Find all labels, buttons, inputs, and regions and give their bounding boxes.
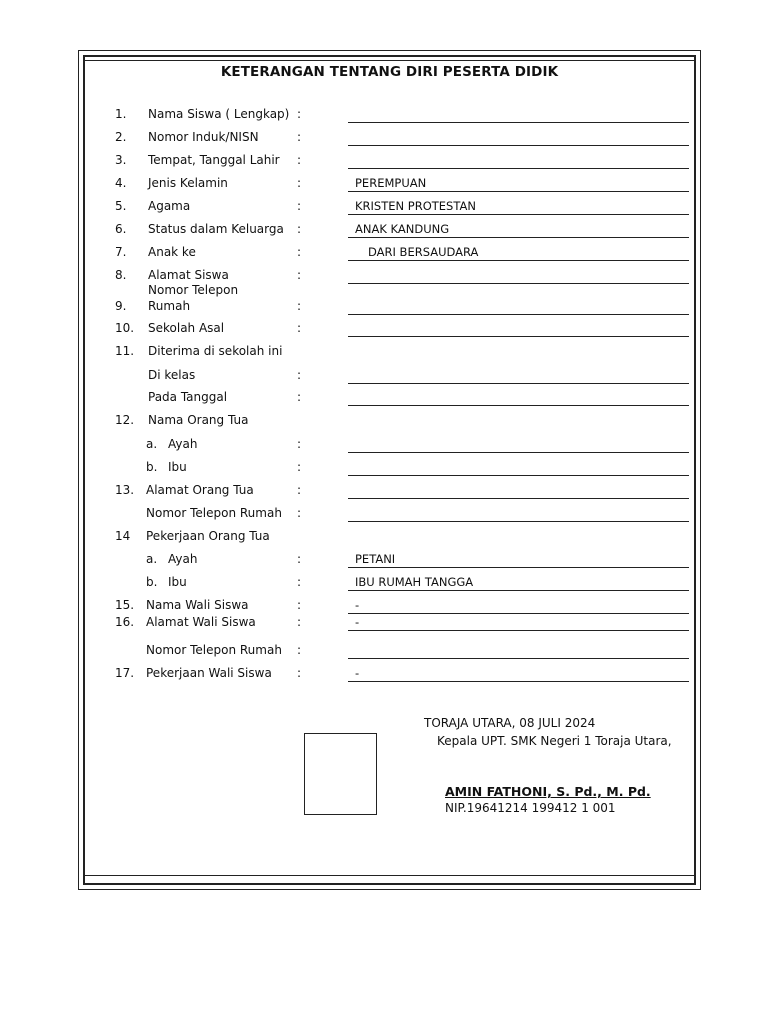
- colon: :: [297, 199, 302, 213]
- field-alamat-siswa: [0, 268, 768, 288]
- colon: :: [297, 598, 302, 612]
- sub-letter: a.: [146, 552, 158, 566]
- field-number: 5.: [115, 199, 127, 213]
- colon: :: [297, 506, 302, 520]
- field-value: PEREMPUAN: [355, 176, 427, 190]
- colon: :: [297, 643, 302, 657]
- field-pekerjaan-orang-tua: [0, 529, 768, 549]
- sub-letter: b.: [146, 460, 158, 474]
- field-label: Nama Orang Tua: [148, 413, 249, 427]
- fill-line: [348, 590, 689, 591]
- fill-line: [348, 283, 689, 284]
- sub-letter: b.: [146, 575, 158, 589]
- colon: :: [297, 245, 302, 259]
- field-value: KRISTEN PROTESTAN: [355, 199, 476, 213]
- colon: :: [297, 615, 302, 629]
- field-number: 16.: [115, 615, 135, 629]
- field-nama-ibu: [0, 460, 768, 480]
- field-label: Ibu: [168, 575, 187, 589]
- field-label: Jenis Kelamin: [148, 176, 228, 190]
- fill-line: [348, 260, 689, 261]
- field-number: 15.: [115, 598, 135, 612]
- field-number: 7.: [115, 245, 127, 259]
- field-label: Pekerjaan Orang Tua: [146, 529, 270, 543]
- field-number: 3.: [115, 153, 127, 167]
- fill-line: [348, 498, 689, 499]
- field-anak-ke: [0, 245, 768, 265]
- signer-nip: NIP.19641214 199412 1 001: [445, 801, 616, 815]
- field-label: Diterima di sekolah ini: [148, 344, 283, 358]
- field-number: 9.: [115, 299, 127, 313]
- field-number: 17.: [115, 666, 135, 680]
- fill-line: [348, 452, 689, 453]
- fill-line: [348, 191, 689, 192]
- field-number: 6.: [115, 222, 127, 236]
- field-pada-tanggal: [0, 390, 768, 410]
- colon: :: [297, 368, 302, 382]
- field-label-line1: Nomor Telepon: [148, 283, 239, 297]
- field-number: 2.: [115, 130, 127, 144]
- colon: :: [297, 575, 302, 589]
- field-number: 1.: [115, 107, 127, 121]
- field-nomor-induk: [0, 130, 768, 150]
- colon: :: [297, 153, 302, 167]
- field-value: DARI BERSAUDARA: [368, 245, 479, 259]
- colon: :: [297, 299, 302, 313]
- field-nama-siswa: [0, 107, 768, 127]
- fill-line: [348, 521, 689, 522]
- field-label: Nomor Telepon Rumah: [146, 643, 282, 657]
- field-status-keluarga: [0, 222, 768, 242]
- field-number: 4.: [115, 176, 127, 190]
- field-label: Status dalam Keluarga: [148, 222, 284, 236]
- field-label: Agama: [148, 199, 191, 213]
- field-label: Alamat Orang Tua: [146, 483, 254, 497]
- photo-box: [304, 733, 377, 815]
- fill-line: [348, 567, 689, 568]
- fill-line: [348, 314, 689, 315]
- signer-name: AMIN FATHONI, S. Pd., M. Pd.: [445, 784, 651, 799]
- field-telepon-rumah-siswa: [0, 283, 768, 319]
- field-label: Nama Wali Siswa: [146, 598, 249, 612]
- field-diterima: [0, 344, 768, 364]
- field-value: -: [355, 615, 360, 629]
- field-number: 13.: [115, 483, 135, 497]
- field-value: -: [355, 598, 360, 612]
- fill-line: [348, 168, 689, 169]
- colon: :: [297, 321, 302, 335]
- field-nama-orang-tua: [0, 413, 768, 433]
- field-number: 14: [115, 529, 131, 543]
- colon: :: [297, 130, 302, 144]
- field-pekerjaan-wali: [0, 666, 768, 686]
- colon: :: [297, 666, 302, 680]
- field-sekolah-asal: [0, 321, 768, 341]
- fill-line: [348, 405, 689, 406]
- field-label: Anak ke: [148, 245, 196, 259]
- field-pekerjaan-ayah: [0, 552, 768, 572]
- field-label: Tempat, Tanggal Lahir: [148, 153, 280, 167]
- colon: :: [297, 107, 302, 121]
- field-number: 11.: [115, 344, 135, 358]
- field-agama: [0, 199, 768, 219]
- field-di-kelas: [0, 368, 768, 388]
- colon: :: [297, 268, 302, 282]
- fill-line: [348, 383, 689, 384]
- field-value: -: [355, 666, 360, 680]
- field-label: Nomor Telepon Rumah: [146, 506, 282, 520]
- field-value: IBU RUMAH TANGGA: [355, 575, 474, 589]
- field-label: Pada Tanggal: [148, 390, 228, 404]
- field-tempat-tanggal-lahir: [0, 153, 768, 173]
- fill-line: [348, 658, 689, 659]
- field-value: PETANI: [355, 552, 396, 566]
- field-number: 12.: [115, 413, 135, 427]
- fill-line: [348, 681, 689, 682]
- colon: :: [297, 483, 302, 497]
- field-number: 8.: [115, 268, 127, 282]
- field-label: Ayah: [168, 552, 198, 566]
- field-pekerjaan-ibu: [0, 575, 768, 595]
- top-rule: [85, 60, 694, 61]
- field-jenis-kelamin: [0, 176, 768, 196]
- colon: :: [297, 460, 302, 474]
- signer-position: Kepala UPT. SMK Negeri 1 Toraja Utara,: [437, 734, 672, 748]
- colon: :: [297, 222, 302, 236]
- field-telepon-wali: [0, 643, 768, 663]
- fill-line: [348, 336, 689, 337]
- field-label: Ibu: [168, 460, 187, 474]
- field-nama-ayah: [0, 437, 768, 457]
- field-label: Di kelas: [148, 368, 196, 382]
- field-label-line2: Rumah: [148, 299, 191, 313]
- field-label: Ayah: [168, 437, 198, 451]
- colon: :: [297, 176, 302, 190]
- field-label: Pekerjaan Wali Siswa: [146, 666, 272, 680]
- field-label: Alamat Siswa: [148, 268, 229, 282]
- field-label: Sekolah Asal: [148, 321, 225, 335]
- field-number: 10.: [115, 321, 135, 335]
- fill-line: [348, 145, 689, 146]
- fill-line: [348, 475, 689, 476]
- fill-line: [348, 613, 689, 614]
- colon: :: [297, 437, 302, 451]
- sub-letter: a.: [146, 437, 158, 451]
- field-alamat-orang-tua: [0, 483, 768, 503]
- fill-line: [348, 630, 689, 631]
- field-label: Nomor Induk/NISN: [148, 130, 259, 144]
- colon: :: [297, 552, 302, 566]
- colon: :: [297, 390, 302, 404]
- field-telepon-orang-tua: [0, 506, 768, 526]
- place-date: TORAJA UTARA, 08 JULI 2024: [424, 716, 596, 730]
- fill-line: [348, 214, 689, 215]
- fill-line: [348, 237, 689, 238]
- field-alamat-wali: [0, 615, 768, 635]
- field-label: Nama Siswa ( Lengkap): [148, 107, 290, 121]
- field-value: ANAK KANDUNG: [355, 222, 450, 236]
- document-title: KETERANGAN TENTANG DIRI PESERTA DIDIK: [220, 64, 559, 80]
- field-label: Alamat Wali Siswa: [146, 615, 256, 629]
- bottom-rule: [85, 875, 694, 876]
- fill-line: [348, 122, 689, 123]
